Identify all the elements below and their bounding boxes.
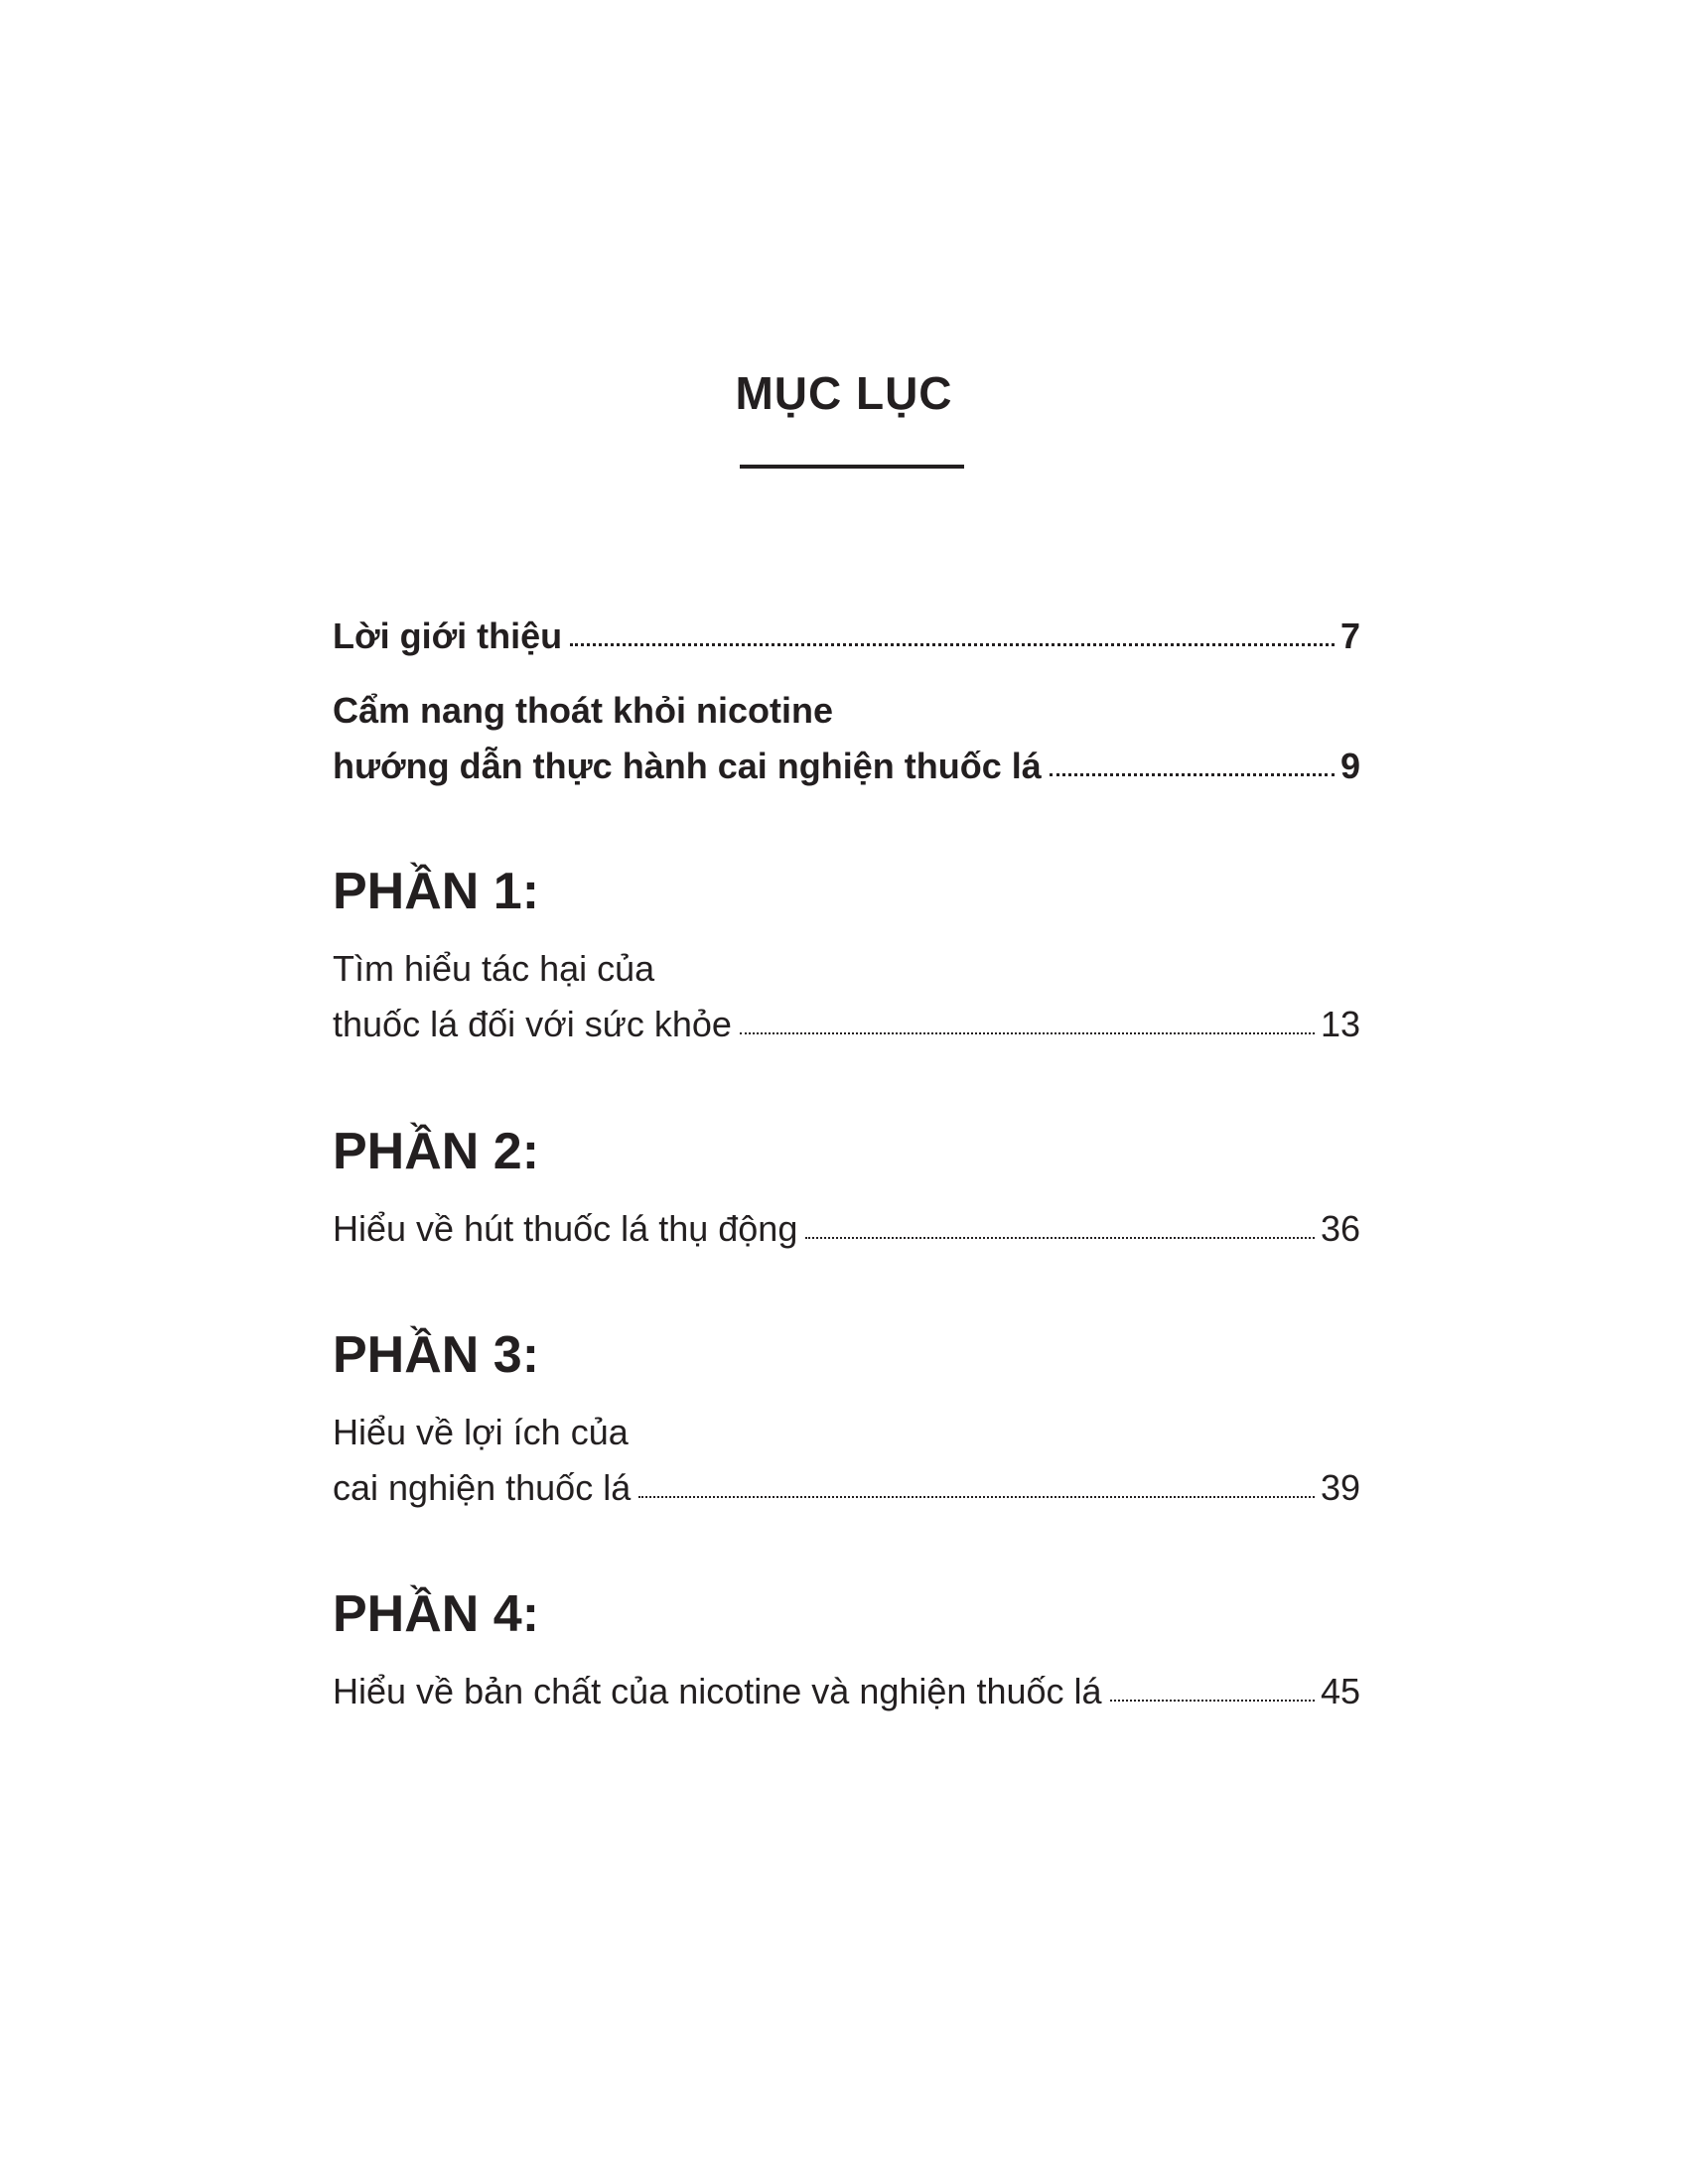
toc-page-number: 39 xyxy=(1320,1467,1360,1508)
toc-entry-label: Lời giới thiệu xyxy=(333,615,563,656)
part-heading: PHẦN 1: xyxy=(333,863,540,920)
toc-entry-label-line1: Cẩm nang thoát khỏi nicotine xyxy=(333,690,834,731)
part-heading: PHẦN 3: xyxy=(333,1326,540,1384)
dot-leader xyxy=(740,1032,1315,1034)
dot-leader xyxy=(1110,1700,1315,1702)
toc-entry-handbook xyxy=(333,683,1360,794)
toc-entry-label-line1: Hiểu về lợi ích của xyxy=(333,1412,629,1452)
toc-entry-part-2 xyxy=(333,1201,1360,1257)
toc-page-number: 9 xyxy=(1339,746,1360,786)
dot-leader xyxy=(638,1496,1315,1498)
part-heading: PHẦN 4: xyxy=(333,1585,540,1643)
toc-entry-label-line2: hướng dẫn thực hành cai nghiện thuốc lá xyxy=(333,746,1042,786)
toc-entry-part-1 xyxy=(333,941,1360,1052)
toc-page-number: 7 xyxy=(1339,615,1360,656)
toc-part-1 xyxy=(333,860,1360,923)
toc-entry-label: Hiểu về bản chất của nicotine và nghiện thuốc lá xyxy=(333,1671,1102,1711)
toc-entry-part-4 xyxy=(333,1664,1360,1719)
toc-entry-label-line2: thuốc lá đối với sức khỏe xyxy=(333,1004,732,1044)
toc-entry-label-line1: Tìm hiểu tác hại của xyxy=(333,948,655,989)
title-underline xyxy=(740,465,964,469)
dot-leader xyxy=(570,643,1335,646)
toc-part-4 xyxy=(333,1582,1360,1646)
page-title: MỤC LỤC xyxy=(735,367,953,419)
toc-entry-part-3 xyxy=(333,1405,1360,1516)
toc-entry-intro xyxy=(333,609,1360,664)
dot-leader xyxy=(1050,773,1335,776)
toc-entry-label-line2: cai nghiện thuốc lá xyxy=(333,1467,632,1508)
toc-part-2 xyxy=(333,1120,1360,1183)
toc-page-number: 36 xyxy=(1320,1208,1360,1249)
toc-page-number: 45 xyxy=(1320,1671,1360,1711)
toc-page-number: 13 xyxy=(1320,1004,1360,1044)
part-heading: PHẦN 2: xyxy=(333,1123,540,1180)
dot-leader xyxy=(805,1237,1315,1239)
toc-entry-label: Hiểu về hút thuốc lá thụ động xyxy=(333,1208,798,1249)
toc-part-3 xyxy=(333,1323,1360,1387)
